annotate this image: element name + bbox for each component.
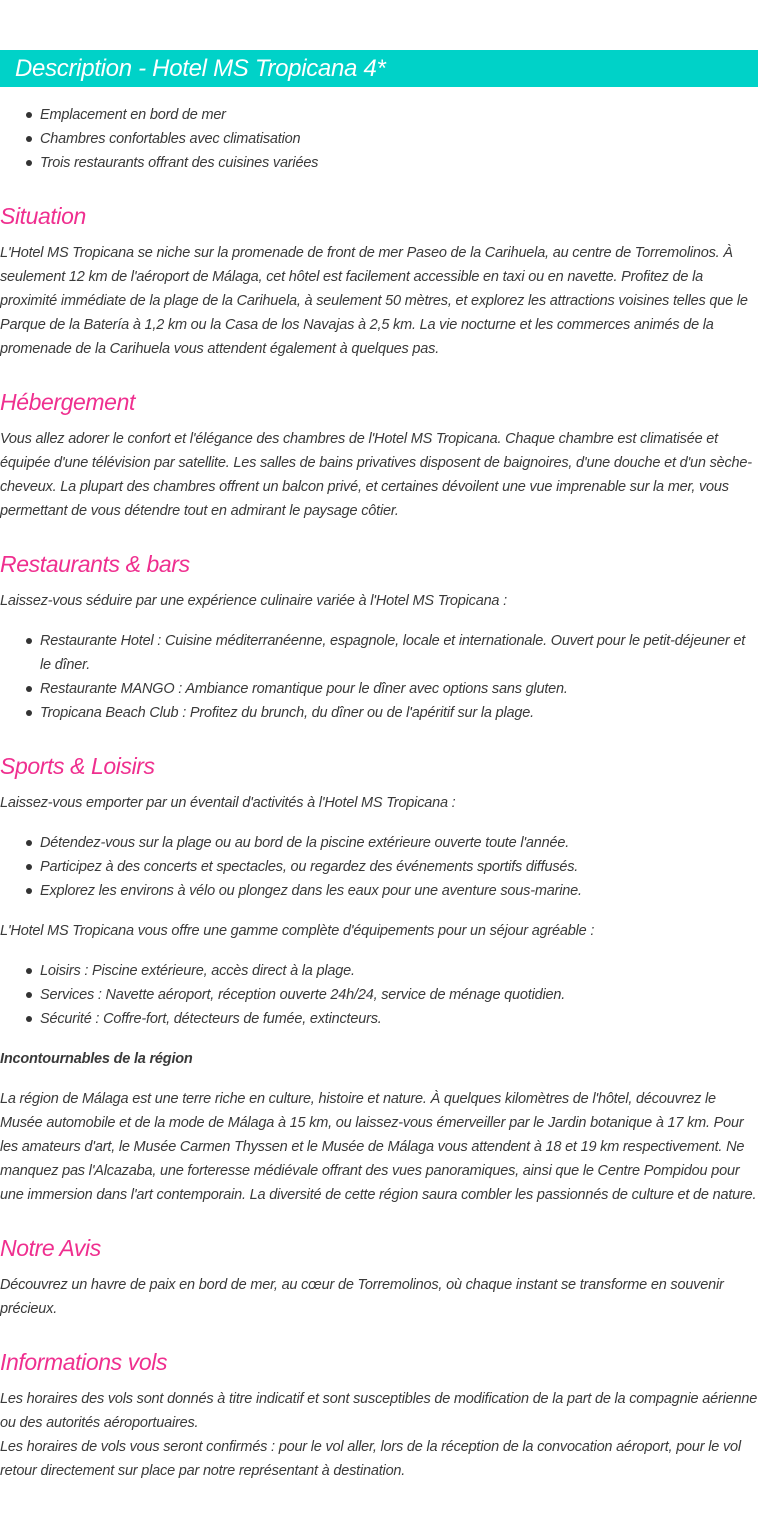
vols-text-2: Les horaires de vols vous seront confirmés : pour le vol aller, lors de la réception de la convocation aéroport, pour le vol retour directement sur place par notre représentant à destination.	[0, 1439, 741, 1479]
sports-intro: Laissez-vous emporter par un éventail d'activités à l'Hotel MS Tropicana :	[0, 795, 456, 811]
activities-list	[0, 831, 758, 903]
list-item: Participez à des concerts et spectacles, ou regardez des événements sportifs diffusés.	[40, 855, 758, 879]
list-item: Restaurante Hotel : Cuisine méditerranéenne, espagnole, locale et internationale. Ouvert pour le petit-déjeuner et le dîner.	[40, 629, 758, 677]
equipment-intro: L'Hotel MS Tropicana vous offre une gamme complète d'équipements pour un séjour agréable :	[0, 923, 595, 939]
page-title: Description - Hotel MS Tropicana 4*	[15, 55, 386, 82]
section-title-hebergement: Hébergement	[0, 389, 135, 415]
section-title-situation: Situation	[0, 203, 86, 229]
highlights-list	[0, 103, 758, 175]
region-subheading: Incontournables de la région	[0, 1051, 193, 1067]
list-item: Loisirs : Piscine extérieure, accès direct à la plage.	[40, 959, 758, 983]
restaurants-list	[0, 629, 758, 725]
list-item: Trois restaurants offrant des cuisines variées	[40, 151, 758, 175]
list-item: Tropicana Beach Club : Profitez du brunch, du dîner ou de l'apéritif sur la plage.	[40, 701, 758, 725]
section-title-avis: Notre Avis	[0, 1235, 101, 1261]
hebergement-text: Vous allez adorer le confort et l'élégance des chambres de l'Hotel MS Tropicana. Chaque chambre est climatisée et équipée d'une télévision par satellite. Les salles de bains privatives disposent de baignoires, d'une douche et d'un sèche-cheveux. La plupart des chambres offrent un balcon privé, et certaines dévoilent une vue imprenable sur la mer, vous permettant de vous détendre tout en admirant le paysage côtier.	[0, 431, 752, 519]
restaurants-intro: Laissez-vous séduire par une expérience culinaire variée à l'Hotel MS Tropicana :	[0, 593, 507, 609]
list-item: Chambres confortables avec climatisation	[40, 127, 758, 151]
equipment-list	[0, 959, 758, 1031]
list-item: Détendez-vous sur la plage ou au bord de la piscine extérieure ouverte toute l'année.	[40, 831, 758, 855]
region-text: La région de Málaga est une terre riche en culture, histoire et nature. À quelques kilomètres de l'hôtel, découvrez le Musée automobile et de la mode de Málaga à 15 km, ou laissez-vous émerveiller par le Jardin botanique à 17 km. Pour les amateurs d'art, le Musée Carmen Thyssen et le Musée de Málaga vous attendent à 18 et 19 km respectivement. Ne manquez pas l'Alcazaba, une forteresse médiévale offrant des vues panoramiques, ainsi que le Centre Pompidou pour une immersion dans l'art contemporain. La diversité de cette région saura combler les passionnés de culture et de nature.	[0, 1091, 757, 1203]
main-content	[0, 103, 758, 1483]
section-title-vols: Informations vols	[0, 1349, 168, 1375]
section-title-sports: Sports & Loisirs	[0, 753, 155, 779]
vols-text-1: Les horaires des vols sont donnés à titre indicatif et sont susceptibles de modification de la part de la compagnie aérienne ou des autorités aéroportuaires.	[0, 1391, 758, 1431]
situation-text: L'Hotel MS Tropicana se niche sur la promenade de front de mer Paseo de la Carihuela, au centre de Torremolinos. À seulement 12 km de l'aéroport de Málaga, cet hôtel est facilement accessible en taxi ou en navette. Profitez de la proximité immédiate de la plage de la Carihuela, à seulement 50 mètres, et explorez les attractions voisines telles que le Parque de la Batería à 1,2 km ou la Casa de los Navajas à 2,5 km. La vie nocturne et les commerces animés de la promenade de la Carihuela vous attendent également à quelques pas.	[0, 245, 748, 357]
list-item: Emplacement en bord de mer	[40, 103, 758, 127]
description-banner	[0, 50, 758, 87]
list-item: Services : Navette aéroport, réception ouverte 24h/24, service de ménage quotidien.	[40, 983, 758, 1007]
section-title-restaurants: Restaurants & bars	[0, 551, 190, 577]
list-item: Explorez les environs à vélo ou plongez dans les eaux pour une aventure sous-marine.	[40, 879, 758, 903]
list-item: Sécurité : Coffre-fort, détecteurs de fumée, extincteurs.	[40, 1007, 758, 1031]
avis-text: Découvrez un havre de paix en bord de mer, au cœur de Torremolinos, où chaque instant se transforme en souvenir précieux.	[0, 1277, 724, 1317]
list-item: Restaurante MANGO : Ambiance romantique pour le dîner avec options sans gluten.	[40, 677, 758, 701]
